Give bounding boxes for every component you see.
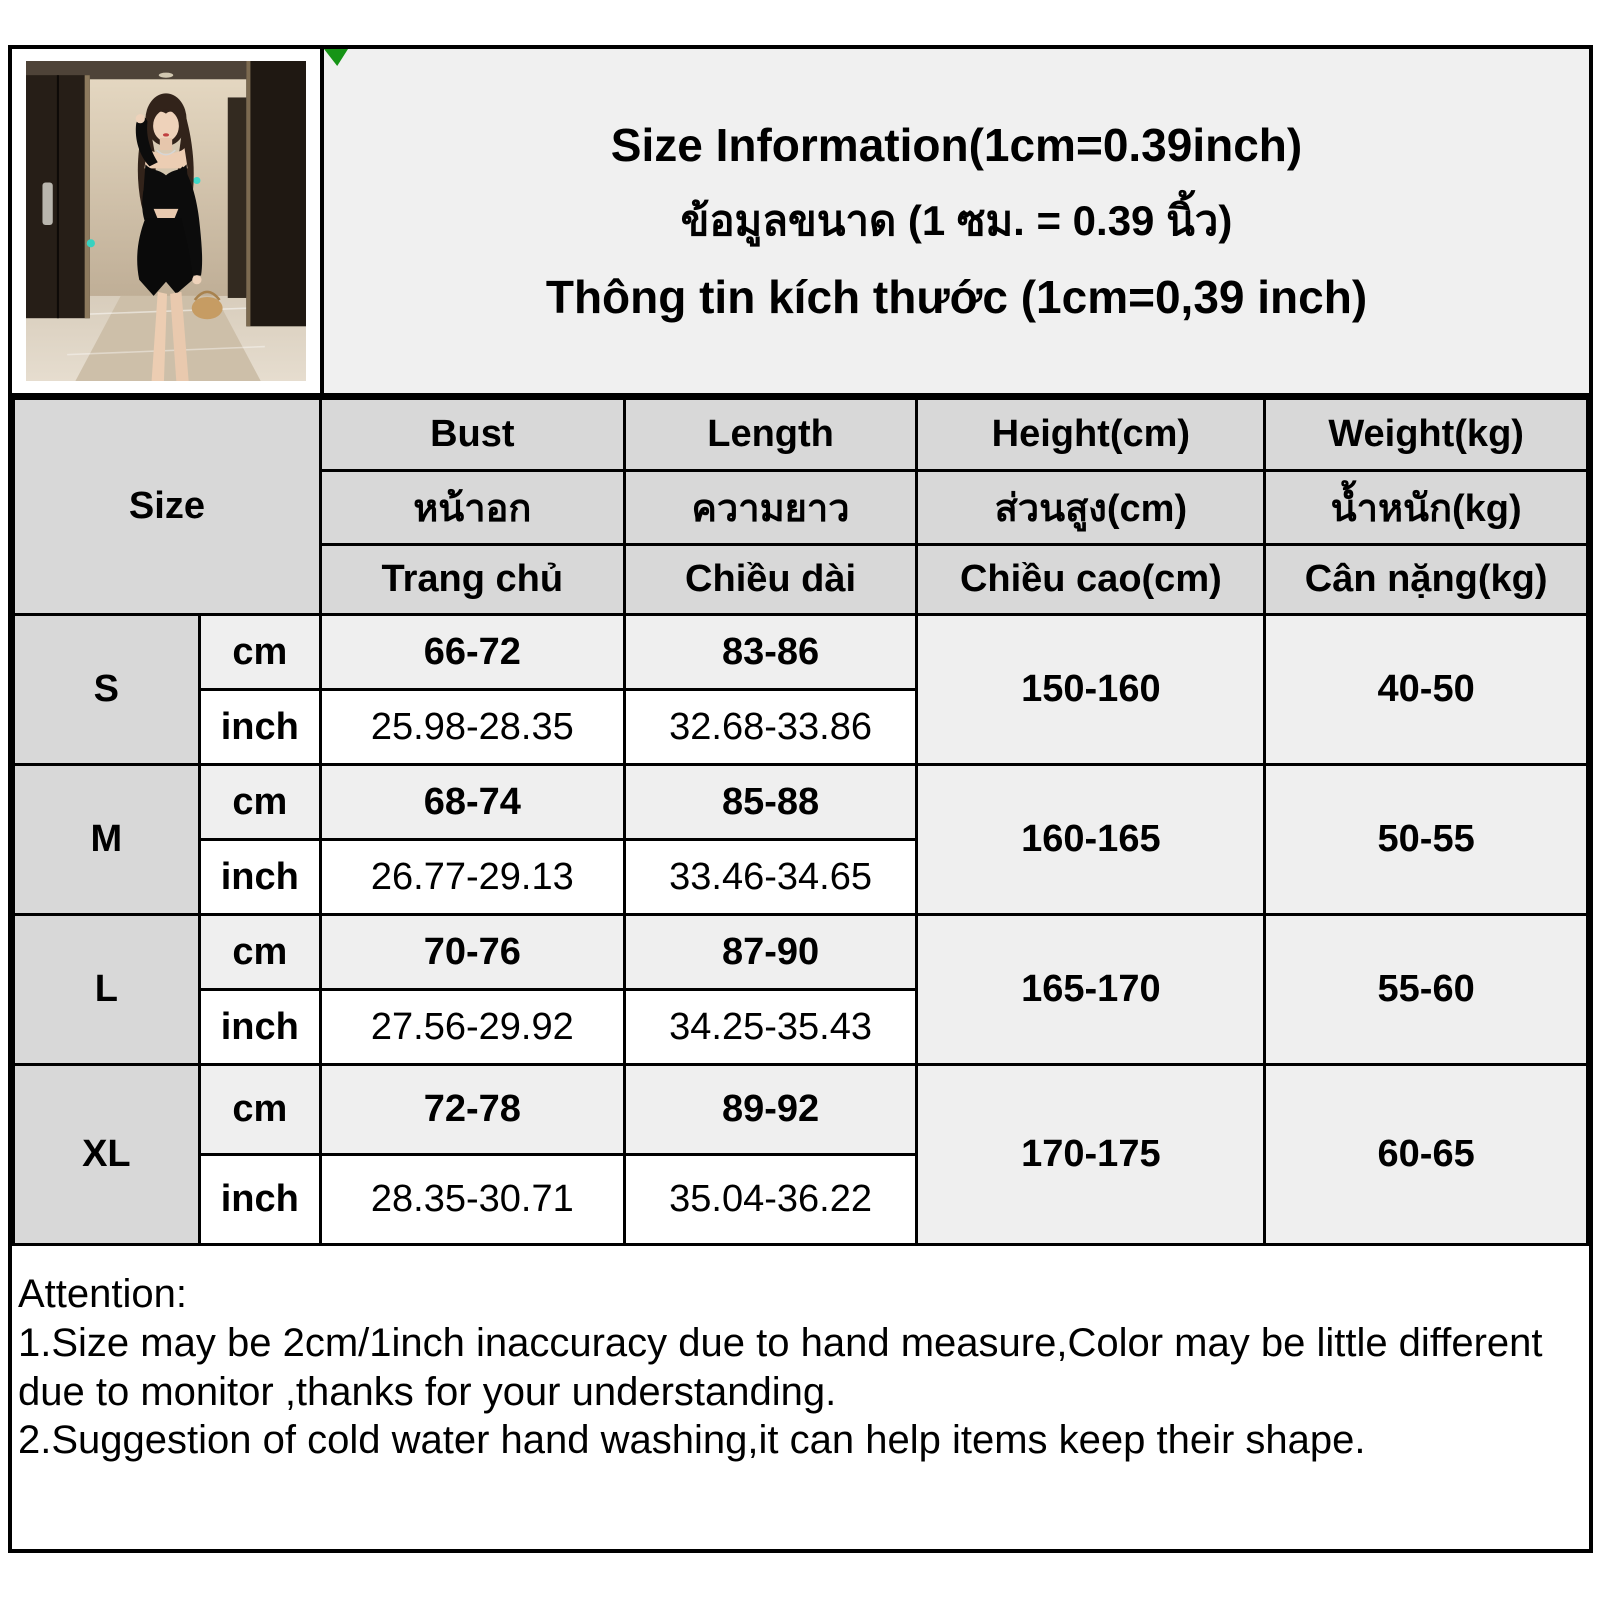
product-photo-image <box>26 61 306 381</box>
cell-l-length-inch: 34.25-35.43 <box>624 990 917 1065</box>
cell-s-height: 150-160 <box>917 615 1265 765</box>
cell-xl-length-cm: 89-92 <box>624 1065 917 1155</box>
row-l-cm <box>14 915 1588 990</box>
cell-xl-length-inch: 35.04-36.22 <box>624 1155 917 1245</box>
cell-s-length-cm: 83-86 <box>624 615 917 690</box>
cell-l-height: 165-170 <box>917 915 1265 1065</box>
size-label-l: L <box>14 915 200 1065</box>
green-corner-icon <box>324 49 348 66</box>
unit-label-inch: inch <box>199 990 320 1065</box>
cell-s-bust-cm: 66-72 <box>320 615 624 690</box>
row-xl-cm <box>14 1065 1588 1155</box>
size-table <box>12 397 1589 1246</box>
unit-label-cm: cm <box>199 615 320 690</box>
cell-xl-bust-inch: 28.35-30.71 <box>320 1155 624 1245</box>
col-header-height-vi: Chiều cao(cm) <box>917 545 1265 615</box>
cell-xl-weight: 60-65 <box>1265 1065 1588 1245</box>
page-title-th: ข้อมูลขนาด (1 ซม. = 0.39 นิ้ว) <box>680 197 1233 244</box>
attention-note-2: 2.Suggestion of cold water hand washing,it can help items keep their shape. <box>18 1418 1366 1463</box>
col-header-weight-en: Weight(kg) <box>1265 399 1588 471</box>
cell-m-length-inch: 33.46-34.65 <box>624 840 917 915</box>
unit-label-inch: inch <box>199 690 320 765</box>
cell-m-length-cm: 85-88 <box>624 765 917 840</box>
cell-l-weight: 55-60 <box>1265 915 1588 1065</box>
col-header-height-en: Height(cm) <box>917 399 1265 471</box>
top-section <box>12 49 1589 397</box>
col-header-bust-en: Bust <box>320 399 624 471</box>
cell-l-length-cm: 87-90 <box>624 915 917 990</box>
cell-s-length-inch: 32.68-33.86 <box>624 690 917 765</box>
title-area <box>324 49 1589 393</box>
col-header-length-vi: Chiều dài <box>624 545 917 615</box>
col-header-bust-th: หน้าอก <box>320 471 624 545</box>
product-photo <box>12 49 324 393</box>
unit-label-cm: cm <box>199 1065 320 1155</box>
cell-m-weight: 50-55 <box>1265 765 1588 915</box>
cell-l-bust-cm: 70-76 <box>320 915 624 990</box>
cell-xl-bust-cm: 72-78 <box>320 1065 624 1155</box>
row-m-cm <box>14 765 1588 840</box>
unit-label-inch: inch <box>199 840 320 915</box>
size-label-m: M <box>14 765 200 915</box>
size-label-s: S <box>14 615 200 765</box>
col-header-height-th: ส่วนสูง(cm) <box>917 471 1265 545</box>
col-header-bust-vi: Trang chủ <box>320 545 624 615</box>
cell-m-bust-cm: 68-74 <box>320 765 624 840</box>
cell-s-bust-inch: 25.98-28.35 <box>320 690 624 765</box>
size-corner-cell: Size <box>14 399 321 615</box>
size-label-xl: XL <box>14 1065 200 1245</box>
col-header-weight-vi: Cân nặng(kg) <box>1265 545 1588 615</box>
attention-note-1: 1.Size may be 2cm/1inch inaccuracy due to hand measure,Color may be little different due to monitor ,thanks for your understanding. <box>18 1320 1543 1414</box>
page-title-en: Size Information(1cm=0.39inch) <box>610 119 1303 171</box>
attention-heading: Attention: <box>18 1272 188 1316</box>
page-title-vi: Thông tin kích thước (1cm=0,39 inch) <box>545 271 1368 323</box>
header-row-english <box>14 399 1588 471</box>
cell-m-height: 160-165 <box>917 765 1265 915</box>
col-header-length-en: Length <box>624 399 917 471</box>
attention-section <box>12 1246 1589 1549</box>
cell-m-bust-inch: 26.77-29.13 <box>320 840 624 915</box>
cell-xl-height: 170-175 <box>917 1065 1265 1245</box>
cell-s-weight: 40-50 <box>1265 615 1588 765</box>
col-header-length-th: ความยาว <box>624 471 917 545</box>
unit-label-inch: inch <box>199 1155 320 1245</box>
col-header-weight-th: น้ำหนัก(kg) <box>1265 471 1588 545</box>
unit-label-cm: cm <box>199 915 320 990</box>
unit-label-cm: cm <box>199 765 320 840</box>
cell-l-bust-inch: 27.56-29.92 <box>320 990 624 1065</box>
size-chart-sheet <box>8 45 1593 1553</box>
row-s-cm <box>14 615 1588 690</box>
